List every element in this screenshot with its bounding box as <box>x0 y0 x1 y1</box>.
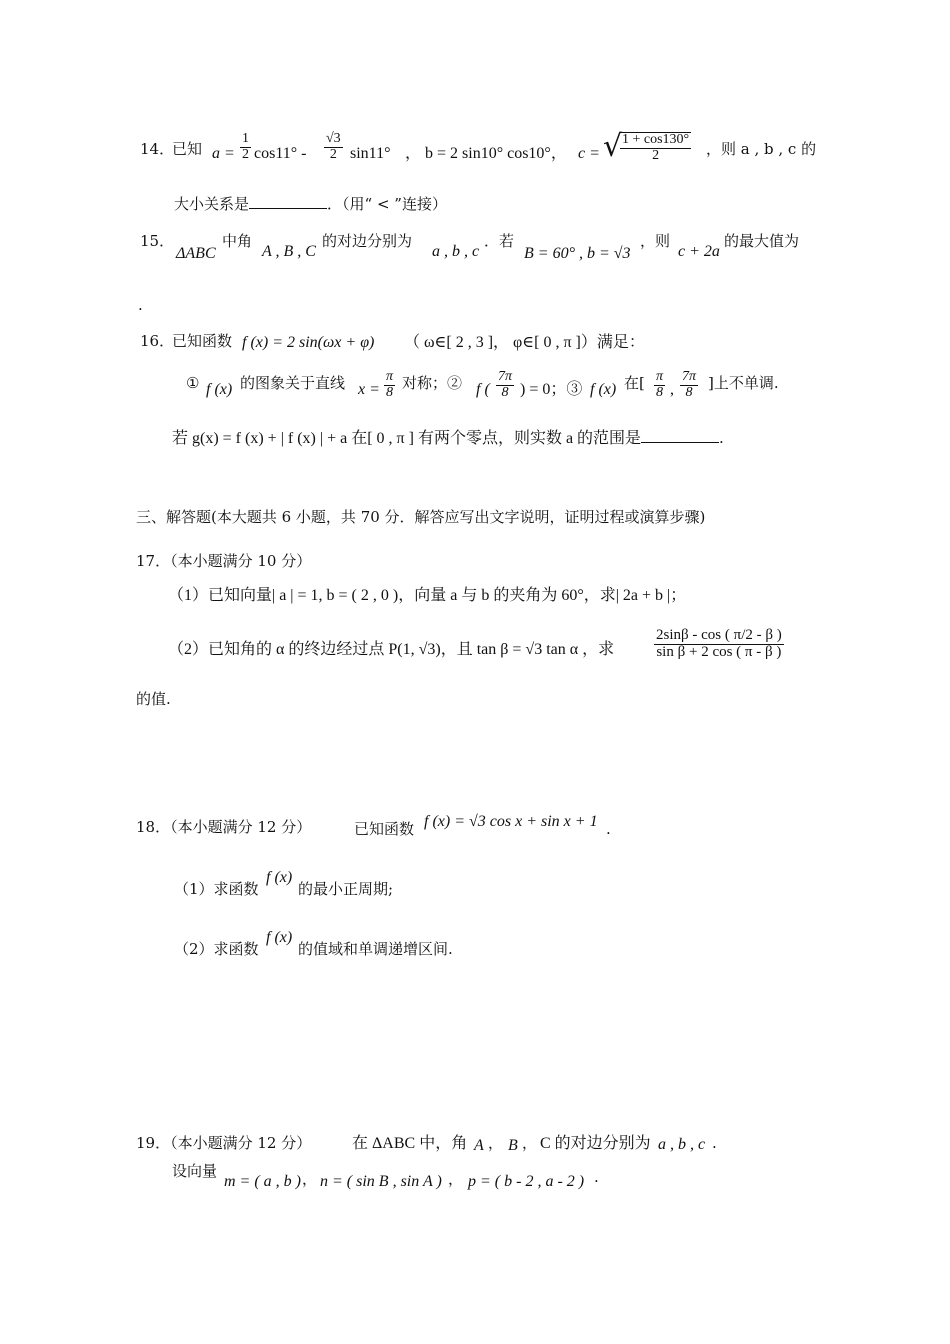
q17-part2-a: （2）已知角的 α 的终边经过点 P(1, √3)，且 tan β = √3 tan α ，求 <box>168 641 615 658</box>
q18-part1-a: （1）求函数 <box>174 880 259 898</box>
q17-head: 17．（本小题满分 10 分） <box>136 552 312 570</box>
q16-c3-den1: 8 <box>656 384 663 400</box>
q16-domain: （ ω∈[ 2 , 3 ]， φ∈[ 0 , π ]）满足： <box>404 334 645 351</box>
q16-c3-text: 在[ <box>624 374 645 392</box>
q15-t5: 的最大值为 <box>724 232 800 250</box>
q15-t4: ，则 <box>640 232 671 250</box>
q18-dot: . <box>606 820 611 838</box>
q18-part1-f: f (x) <box>266 869 293 886</box>
q19-vec-m: m = ( a , b ) <box>224 1173 302 1190</box>
q19-vec-n: n = ( sin B , sin A ) <box>320 1173 442 1190</box>
q16-c2-num: 7π <box>498 369 513 384</box>
q18-head: 18．（本小题满分 12 分） <box>136 818 312 836</box>
q15-condition: B = 60° , b = √3 <box>524 245 631 262</box>
q14-b-expr: ， b = 2 sin10° cos10°， <box>405 145 567 162</box>
q14-sqrt-icon: √ <box>603 129 623 164</box>
q15-number: 15． <box>140 232 175 250</box>
q16-line3-text <box>172 428 724 448</box>
q16-lead: 已知函数 <box>172 332 233 350</box>
q14-a-frac2-den: 2 <box>329 146 337 162</box>
section3-title: 三、解答题(本大题共 6 小题，共 70 分．解答应写出文字说明，证明过程或演算步骤) <box>136 508 706 526</box>
q14-a-sin: sin11° <box>350 145 391 162</box>
q17-part2-den: sin β + 2 cos ( π - β ) <box>656 643 782 660</box>
q16-c1-text: 的图象关于直线 <box>240 374 346 392</box>
q16-line3-b: . <box>719 429 724 447</box>
q16-c1-den: 8 <box>386 384 393 400</box>
q19-vec-p: p = ( b - 2 , a - 2 ) <box>468 1173 585 1190</box>
q16-c1-f: f (x) <box>206 381 233 398</box>
q18-part2-f: f (x) <box>266 929 293 946</box>
q14-lead: 已知 <box>172 140 203 158</box>
q16-c1-tail: 对称；② <box>402 374 463 392</box>
q18-func: f (x) = √3 cos x + sin x + 1 <box>424 813 598 830</box>
q19-t2: C 的对边分别为 <box>540 1135 651 1152</box>
q19-angle-b: B <box>508 1137 518 1154</box>
q17-part2-num: 2sinβ - cos ( π/2 - β ) <box>656 627 782 643</box>
q19-comma4: ， <box>448 1170 464 1188</box>
q16-c2-frac <box>496 370 514 400</box>
q16-c3-frac2 <box>680 370 698 400</box>
q14-a-frac-num: 1 <box>242 131 249 146</box>
q19-dot: . <box>712 1134 717 1152</box>
q16-line3-a: 若 g(x) = f (x) + | f (x) | + a 在[ 0 , π ] 有两个零点，则实数 a 的范围是 <box>172 430 642 447</box>
q14-a-frac-den: 2 <box>242 146 249 162</box>
q14-number: 14． <box>140 140 175 158</box>
q14-a-frac <box>240 132 251 162</box>
q18-lead: 已知函数 <box>354 820 415 838</box>
q16-c2-tail: ) = 0；③ <box>520 381 583 398</box>
q16-c3-frac1 <box>654 370 665 400</box>
q14-a-frac2-num: √3 <box>326 131 341 146</box>
q18-part2-b: 的值域和单调递增区间. <box>298 940 453 958</box>
q16-c3-tail: ]上不单调. <box>708 374 779 392</box>
q15-t2: 的对边分别为 <box>322 232 413 250</box>
q16-c3-num2: 7π <box>682 369 697 384</box>
q16-c2-den: 8 <box>501 384 509 400</box>
q16-c3-num1: π <box>656 369 664 384</box>
q18-part1-b: 的最小正周期; <box>298 880 394 898</box>
q19-comma2: ， <box>522 1134 538 1152</box>
q14-line2-b: ．（用“ < ”连接） <box>327 195 447 213</box>
q16-number: 16． <box>140 332 175 350</box>
q19-angle-a: A <box>474 1137 484 1154</box>
q17-part2-frac <box>654 628 784 661</box>
q14-c-frac <box>620 132 691 163</box>
q16-c1-x: x = <box>358 381 380 398</box>
q15-angles: A , B , C <box>262 243 316 260</box>
q16-c3-comma: , <box>670 381 674 398</box>
q15-triangle: ΔABC <box>176 245 216 262</box>
q16-c2-f: f ( <box>476 381 490 398</box>
q14-line2-text <box>174 194 447 213</box>
q17-part1: （1）已知向量| a | = 1, b = ( 2 , 0 )，向量 a 与 b 的夹角为 60°，求| 2a + b |； <box>168 587 687 604</box>
q16-c3-f: f (x) <box>590 381 617 398</box>
q14-a-cos: cos11° - <box>254 145 307 162</box>
q19-end: . <box>594 1168 599 1186</box>
q15-sides: a , b , c <box>432 243 480 260</box>
q15-t3: ．若 <box>484 232 515 250</box>
q16-answer-blank[interactable] <box>641 428 719 443</box>
q14-c-frac-den: 2 <box>652 147 660 163</box>
q18-part2-a: （2）求函数 <box>174 940 259 958</box>
q14-tail: ，则 a , b , c 的 <box>706 140 817 158</box>
q19-comma3: ， <box>302 1170 318 1188</box>
q19-sides: a , b , c <box>658 1136 706 1153</box>
q14-a-eq: a = <box>212 145 235 162</box>
q16-c3-den2: 8 <box>685 384 693 400</box>
q14-c-eq: c = <box>578 145 600 162</box>
q19-head: 19．（本小题满分 12 分） <box>136 1134 312 1152</box>
q15-t1: 中角 <box>222 232 253 250</box>
q14-answer-blank[interactable] <box>249 194 327 209</box>
q14-a-frac2 <box>324 132 343 162</box>
q15-dot: . <box>138 296 143 314</box>
q17-tail: 的值. <box>136 690 171 708</box>
q15-expr: c + 2a <box>678 243 720 260</box>
q16-c1-frac <box>384 370 395 400</box>
q14-c-frac-num: 1 + cos130° <box>622 132 690 147</box>
q19-comma1: ， <box>488 1134 504 1152</box>
q16-c1-num: π <box>386 369 394 384</box>
q16-func: f (x) = 2 sin(ωx + φ) <box>242 334 375 351</box>
q19-line2-a: 设向量 <box>172 1162 218 1180</box>
q16-c1-mark: ① <box>186 374 200 392</box>
q14-line2-a: 大小关系是 <box>174 195 250 213</box>
q19-t1: 在 ΔABC 中，角 <box>352 1135 468 1152</box>
